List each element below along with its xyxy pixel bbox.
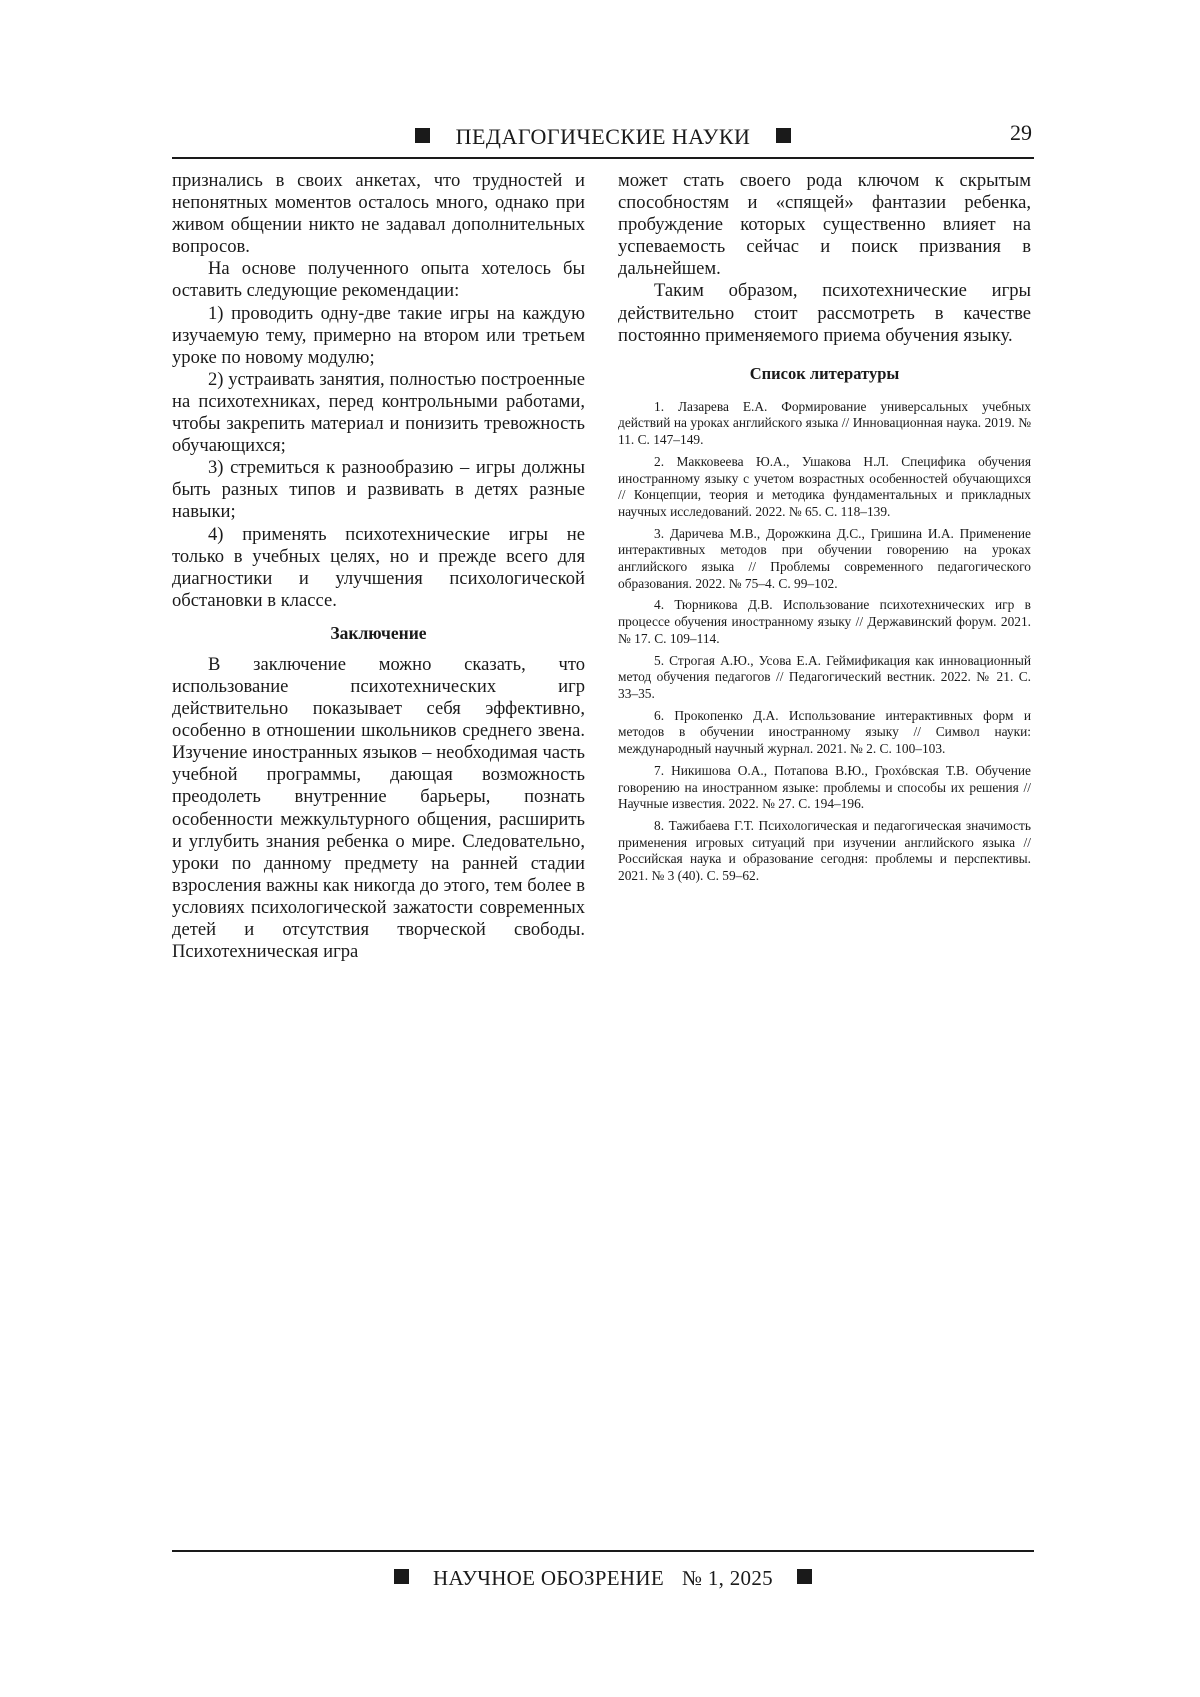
square-bullet-icon	[776, 128, 791, 143]
recommendation-item: 2) устраивать занятия, полностью построенные на психотехниках, перед контрольными работами, чтобы закрепить материал и понизить тревожность обучающихся;	[172, 369, 585, 457]
square-bullet-icon	[394, 1569, 409, 1584]
conclusion-paragraph: В заключение можно сказать, что использование психотехнических игр действительно показывает себя эффективно, особенно в отношении школьников среднего звена. Изучение иностранных языков – необходимая часть учебной программы, дающая возможность преодолеть внутренние барьеры, познать особенности межкультурного общения, расширить и углубить знания ребенка о мире. Следовательно, уроки по данному предмету на ранней стадии взросления важны как никогда до этого, тем более в условиях психологической зажатости современных детей и отсутствия творческой свободы. Психотехническая игра	[172, 654, 585, 963]
reference-item: 4. Тюрникова Д.В. Использование психотехнических игр в процессе обучения иностранному языку // Державинский форум. 2021. № 17. С. 109–114.	[618, 597, 1031, 647]
issue-number: № 1, 2025	[682, 1566, 773, 1590]
body-paragraph: На основе полученного опыта хотелось бы оставить следующие рекомендации:	[172, 258, 585, 302]
right-column	[618, 170, 1031, 890]
reference-item: 3. Даричева М.В., Дорожкина Д.С., Гришина И.А. Применение интерактивных методов при обучении говорению на уроках английского языка // Проблемы современного педагогического образования. 2022. № 75–4. С. 99–102.	[618, 526, 1031, 593]
body-paragraph: может стать своего рода ключом к скрытым способностям и «спящей» фантазии ребенка, пробуждение которых существенно влияет на успеваемость сейчас и поиск призвания в дальнейшем.	[618, 170, 1031, 280]
header-title-line	[172, 124, 1034, 150]
references-heading: Список литературы	[618, 363, 1031, 385]
recommendation-item: 3) стремиться к разнообразию – игры должны быть разных типов и развивать в детях разные навыки;	[172, 457, 585, 523]
reference-item: 2. Макковеева Ю.А., Ушакова Н.Л. Специфика обучения иностранному языку с учетом возрастных особенностей обучающихся // Концепции, теория и методика фундаментальных и прикладных научных исследований. 2022. № 65. С. 118–139.	[618, 454, 1031, 521]
running-header	[172, 118, 1034, 158]
reference-item: 8. Тажибаева Г.Т. Психологическая и педагогическая значимость применения игровых ситуаций при изучении английского языка // Российская наука и образование сегодня: проблемы и перспективы. 2021. № 3 (40). С. 59–62.	[618, 818, 1031, 885]
conclusion-heading: Заключение	[172, 622, 585, 644]
page-number: 29	[1010, 120, 1032, 146]
body-paragraph: признались в своих анкетах, что трудностей и непонятных моментов осталось много, однако при живом общении никто не задавал дополнительных вопросов.	[172, 170, 585, 258]
recommendation-item: 4) применять психотехнические игры не только в учебных целях, но и прежде всего для диагностики и улучшения психологической обстановки в классе.	[172, 524, 585, 612]
header-rule	[172, 157, 1034, 159]
reference-item: 6. Прокопенко Д.А. Использование интерактивных форм и методов в обучении иностранному языку // Символ науки: международный научный журнал. 2021. № 2. С. 100–103.	[618, 708, 1031, 758]
running-footer	[172, 1566, 1034, 1591]
journal-name: НАУЧНОЕ ОБОЗРЕНИЕ	[433, 1566, 664, 1590]
body-paragraph: Таким образом, психотехнические игры действительно стоит рассмотреть в качестве постоянно применяемого приема обучения языку.	[618, 280, 1031, 346]
left-column	[172, 170, 585, 963]
square-bullet-icon	[797, 1569, 812, 1584]
reference-item: 1. Лазарева Е.А. Формирование универсальных учебных действий на уроках английского языка // Инновационная наука. 2019. № 11. С. 147–149.	[618, 399, 1031, 449]
section-title: ПЕДАГОГИЧЕСКИЕ НАУКИ	[456, 124, 751, 149]
reference-item: 5. Строгая А.Ю., Усова Е.А. Геймификация как инновационный метод обучения педагогов // Педагогический вестник. 2022. № 21. С. 33–35.	[618, 653, 1031, 703]
recommendation-item: 1) проводить одну-две такие игры на каждую изучаемую тему, примерно на втором или третьем уроке по новому модулю;	[172, 303, 585, 369]
reference-item: 7. Никишова О.А., Потапова В.Ю., Грохóвская Т.В. Обучение говорению на иностранном языке: проблемы и способы их решения // Научные известия. 2022. № 27. С. 194–196.	[618, 763, 1031, 813]
square-bullet-icon	[415, 128, 430, 143]
references-list	[618, 399, 1031, 885]
footer-rule	[172, 1550, 1034, 1552]
